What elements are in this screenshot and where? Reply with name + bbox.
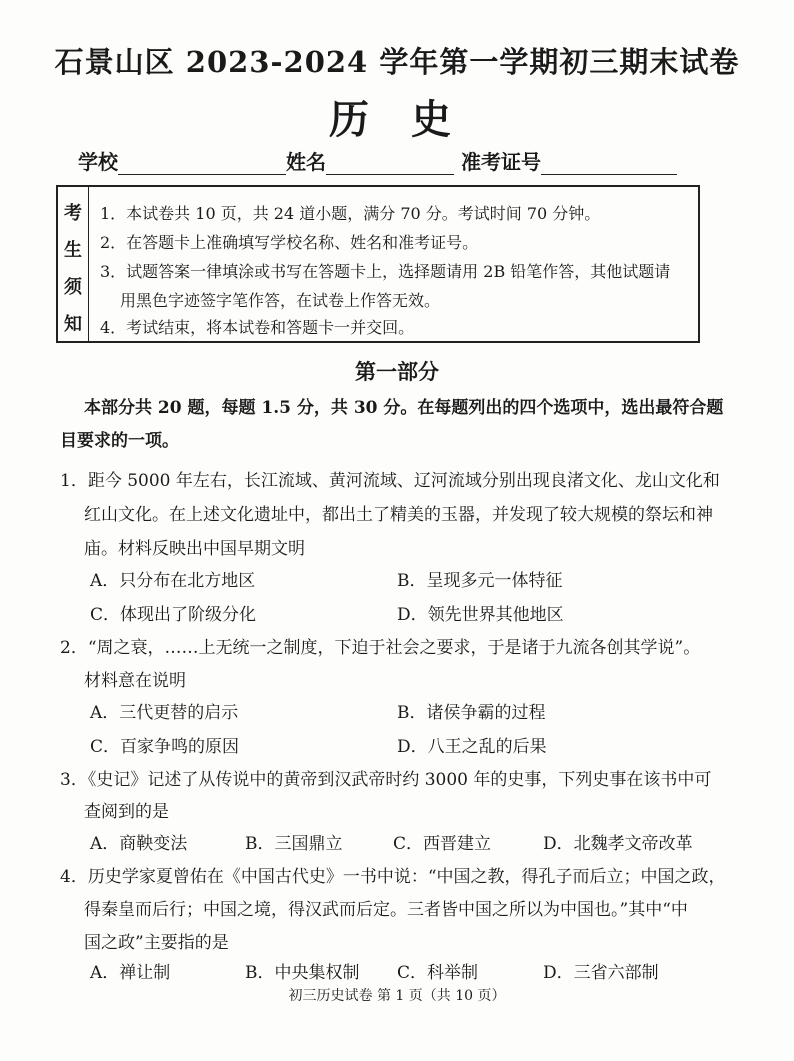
notice-item: 2．在答题卡上准确填写学校名称、姓名和准考证号。 <box>100 233 479 252</box>
part-intro: 本部分共 20 题，每题 1.5 分，共 30 分。在每题列出的四个选项中，选出最符合题 <box>84 398 724 418</box>
page-footer: 初三历史试卷 第 1 页（共 10 页） <box>288 988 506 1004</box>
option-d: D．领先世界其他地区 <box>397 605 564 625</box>
option-a: A．商鞅变法 <box>90 834 188 854</box>
question-line: 庙。材料反映出中国早期文明 <box>84 539 305 559</box>
notice-side-label <box>58 187 89 341</box>
notice-item: 1．本试卷共 10 页，共 24 道小题，满分 70 分。考试时间 70 分钟。 <box>100 204 601 223</box>
school-blank <box>118 154 286 175</box>
question-line: 3．《史记》记述了从传说中的黄帝到汉武帝时约 3000 年的史事，下列史事在该书中可 <box>60 770 712 790</box>
question-line: 红山文化。在上述文化遗址中，都出土了精美的玉器，并发现了较大规模的祭坛和神 <box>84 505 713 525</box>
option-c: C．科举制 <box>397 963 479 983</box>
part-intro: 目要求的一项。 <box>60 431 179 451</box>
option-a: A．三代更替的启示 <box>90 703 239 723</box>
notice-side-char: 考 <box>64 203 82 224</box>
subject-title: 历 史 <box>329 96 465 143</box>
option-a: A．只分布在北方地区 <box>90 571 256 591</box>
notice-side-char: 须 <box>64 277 82 298</box>
student-info-row <box>78 146 677 175</box>
name-blank <box>326 154 454 175</box>
notice-side-char: 生 <box>64 240 82 261</box>
option-c: C．西晋建立 <box>393 834 492 854</box>
question-line: 4．历史学家夏曾佑在《中国古代史》一书中说：“中国之教，得孔子而后立；中国之政， <box>60 867 726 887</box>
question-line: 材料意在说明 <box>84 671 186 691</box>
part-heading: 第一部分 <box>355 359 439 384</box>
notice-item: 3．试题答案一律填涂或书写在答题卡上，选择题请用 2B 铅笔作答，其他试题请 <box>100 262 671 281</box>
option-d: D．北魏孝文帝改革 <box>543 834 693 854</box>
option-d: D．八王之乱的后果 <box>397 737 547 757</box>
school-label: 学校 <box>78 150 118 174</box>
option-c: C．百家争鸣的原因 <box>90 737 240 757</box>
question-line: 国之政”主要指的是 <box>84 933 229 953</box>
notice-side-char: 知 <box>64 314 82 335</box>
exam-title: 石景山区 2023-2024 学年第一学期初三期末试卷 <box>54 45 740 79</box>
option-b: B．中央集权制 <box>245 963 360 983</box>
exam-no-label: 准考证号 <box>460 150 541 174</box>
option-b: B．诸侯争霸的过程 <box>397 703 546 723</box>
notice-item: 用黑色字迹签字笔作答，在试卷上作答无效。 <box>120 291 441 310</box>
option-c: C．体现出了阶级分化 <box>90 605 257 625</box>
question-line: 2．“周之衰，……上无统一之制度，下迫于社会之要求，于是诸于九流各创其学说”。 <box>60 638 701 658</box>
option-b: B．呈现多元一体特征 <box>397 571 563 591</box>
exam-notice-box <box>56 185 700 343</box>
notice-item: 4．考试结束，将本试卷和答题卡一并交回。 <box>100 318 415 337</box>
exam-no-blank <box>541 154 677 175</box>
option-d: D．三省六部制 <box>543 963 659 983</box>
question-line: 查阅到的是 <box>84 802 169 822</box>
name-label: 姓名 <box>286 150 326 174</box>
question-line: 得秦皇而后行；中国之境，得汉武而后定。三者皆中国之所以为中国也。”其中“中 <box>84 900 688 920</box>
question-line: 1．距今 5000 年左右，长江流域、黄河流域、辽河流域分别出现良渚文化、龙山文化和 <box>60 471 720 491</box>
option-a: A．禅让制 <box>90 963 171 983</box>
option-b: B．三国鼎立 <box>245 834 343 854</box>
